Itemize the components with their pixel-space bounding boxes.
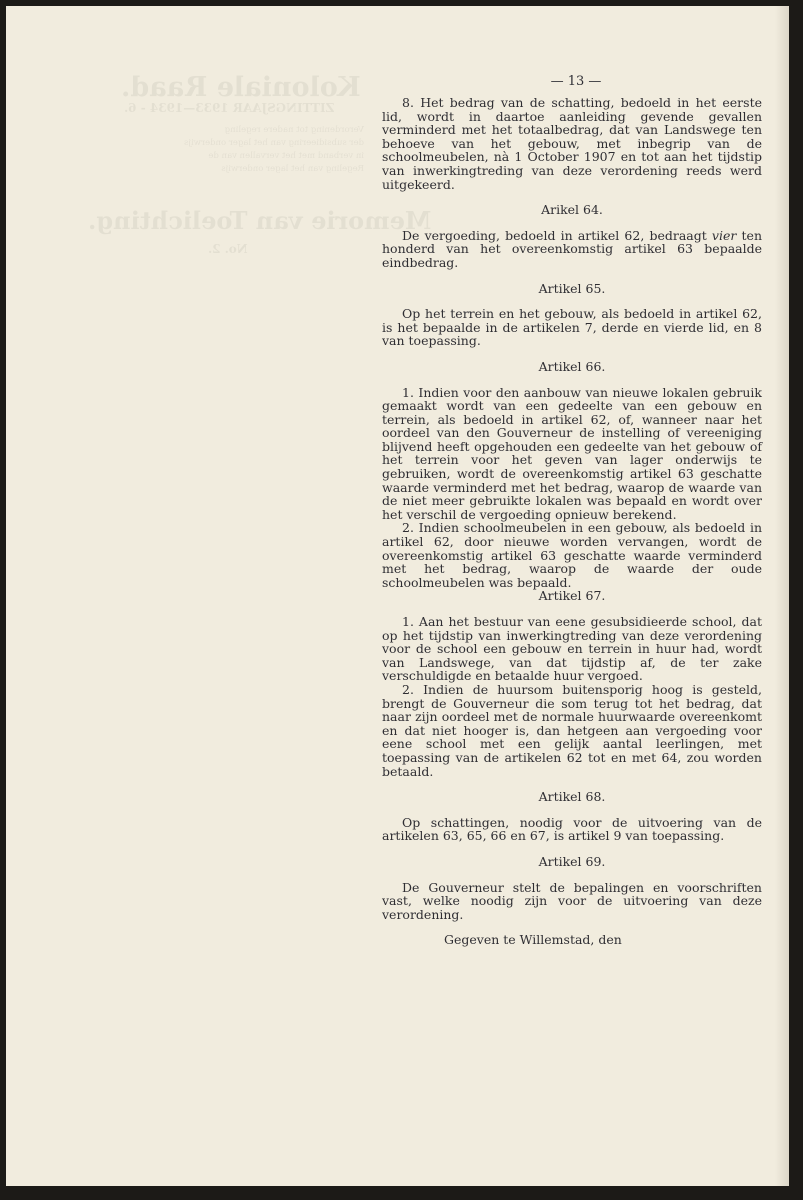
heading-artikel-69: Artikel 69.	[538, 853, 606, 869]
closing-line: Gegeven te Willemstad, den	[444, 932, 622, 948]
paragraph-artikel-68: Op schattingen, noodig voor de uitvoering van de artikelen 63, 65, 66 en 67, is artikel 9 van toepassing.	[382, 814, 762, 844]
paragraph-artikel-66-lid-2: 2. Indien schoolmeubelen in een gebouw, als bedoeld in artikel 62, door nieuwe worden vervangen, wordt de overeenkomstig artikel 63 geschatte waarde verminderd met het bedrag, waarop de waarde der oude schoolmeubelen was bepaald.	[382, 520, 762, 590]
paragraph-artikel-64	[382, 229, 762, 270]
document-page	[6, 6, 789, 1186]
paragraph-artikel-67-lid-1: 1. Aan het bestuur van eene gesubsidieerde school, dat op het tijdstip van inwerkingtreding van deze verordening voor de school een gebouw en terrein in huur had, wordt van Landswege, van dat tijdstip af, de ter zake verschuldigde en betaalde huur vergoed.	[382, 614, 762, 684]
heading-artikel-64: Arikel 64.	[541, 202, 603, 218]
show-through-memo-number: No. 2.	[208, 242, 248, 256]
paragraph-lid-8: 8. Het bedrag van de schatting, bedoeld in het eerste lid, wordt in daartoe aanleiding gevende gevallen verminderd met het totaalbedrag, dat van Landswege ten behoeve van het gebouw, met inbegrip van de schoolmeubelen, nà 1 October 1907 en tot aan het tijdstip van inwerkingtreding van deze verordening reeds werd uitgekeerd.	[382, 95, 762, 192]
show-through-line: der subsidieering van het lager onderwijs	[184, 138, 365, 148]
show-through-line: Verordening tot nadere regeling	[224, 125, 365, 135]
document-body	[382, 96, 762, 947]
heading-artikel-68: Artikel 68.	[538, 789, 606, 805]
heading-artikel-67: Artikel 67.	[538, 588, 606, 604]
paragraph-artikel-69: De Gouverneur stelt de bepalingen en voorschriften vast, welke noodig zijn voor de uitvoering van deze verordening.	[382, 879, 762, 922]
show-through-memo: Memorie van Toelichting.	[88, 206, 432, 235]
show-through-session: ZITTINGSJAAR 1933—1934 - 6.	[124, 101, 335, 115]
page-number: — 13 —	[550, 74, 602, 89]
heading-artikel-66: Artikel 66.	[538, 358, 606, 374]
paragraph-artikel-67-lid-2: 2. Indien de huursom buitensporig hoog is gesteld, brengt de Gouverneur die som terug tot het bedrag, dat naar zijn oordeel met de normale huurwaarde overeenkomt en dat niet hooger is, dan hetgeen aan vergoeding voor eene school met een gelijk aantal leerlingen, met toepassing van de artikelen 62 tot en met 64, zou worden betaald.	[382, 681, 762, 779]
text-fragment: ten honderd van het overeenkomstig artikel 63 bepaalde eindbedrag.	[382, 227, 762, 270]
page-edge-shadow	[775, 6, 789, 1186]
show-through-title: Koloniale Raad.	[121, 72, 361, 103]
show-through-lines	[184, 124, 364, 176]
paragraph-artikel-66-lid-1: 1. Indien voor den aanbouw van nieuwe lokalen gebruik gemaakt wordt van een gedeelte van een gebouw en terrein, als bedoeld in artikel 62, of, wanneer naar het oordeel van den Gouverneur de instelling of vereeniging blijvend heeft opgehouden een gedeelte van het gebouw of het terrein voor het geven van lager onderwijs te gebruiken, wordt de overeenkomstig artikel 63 geschatte waarde verminderd met het bedrag, waarop de waarde van de niet meer gebruikte lokalen was bepaald en wordt over het verschil de vergoeding opnieuw berekend.	[382, 384, 762, 522]
heading-artikel-65: Artikel 65.	[538, 280, 606, 296]
paragraph-artikel-65: Op het terrein en het gebouw, als bedoeld in artikel 62, is het bepaalde in de artikelen 7, derde en vierde lid, en 8 van toepassing.	[382, 306, 762, 349]
show-through-line: in verband met het vervallen van de	[208, 151, 365, 161]
show-through-line: Regeling van het lager onderwijs	[221, 164, 365, 174]
emphasis-vier: vier	[711, 227, 737, 243]
text-fragment: De vergoeding, bedoeld in artikel 62, bedraagt	[402, 227, 712, 243]
